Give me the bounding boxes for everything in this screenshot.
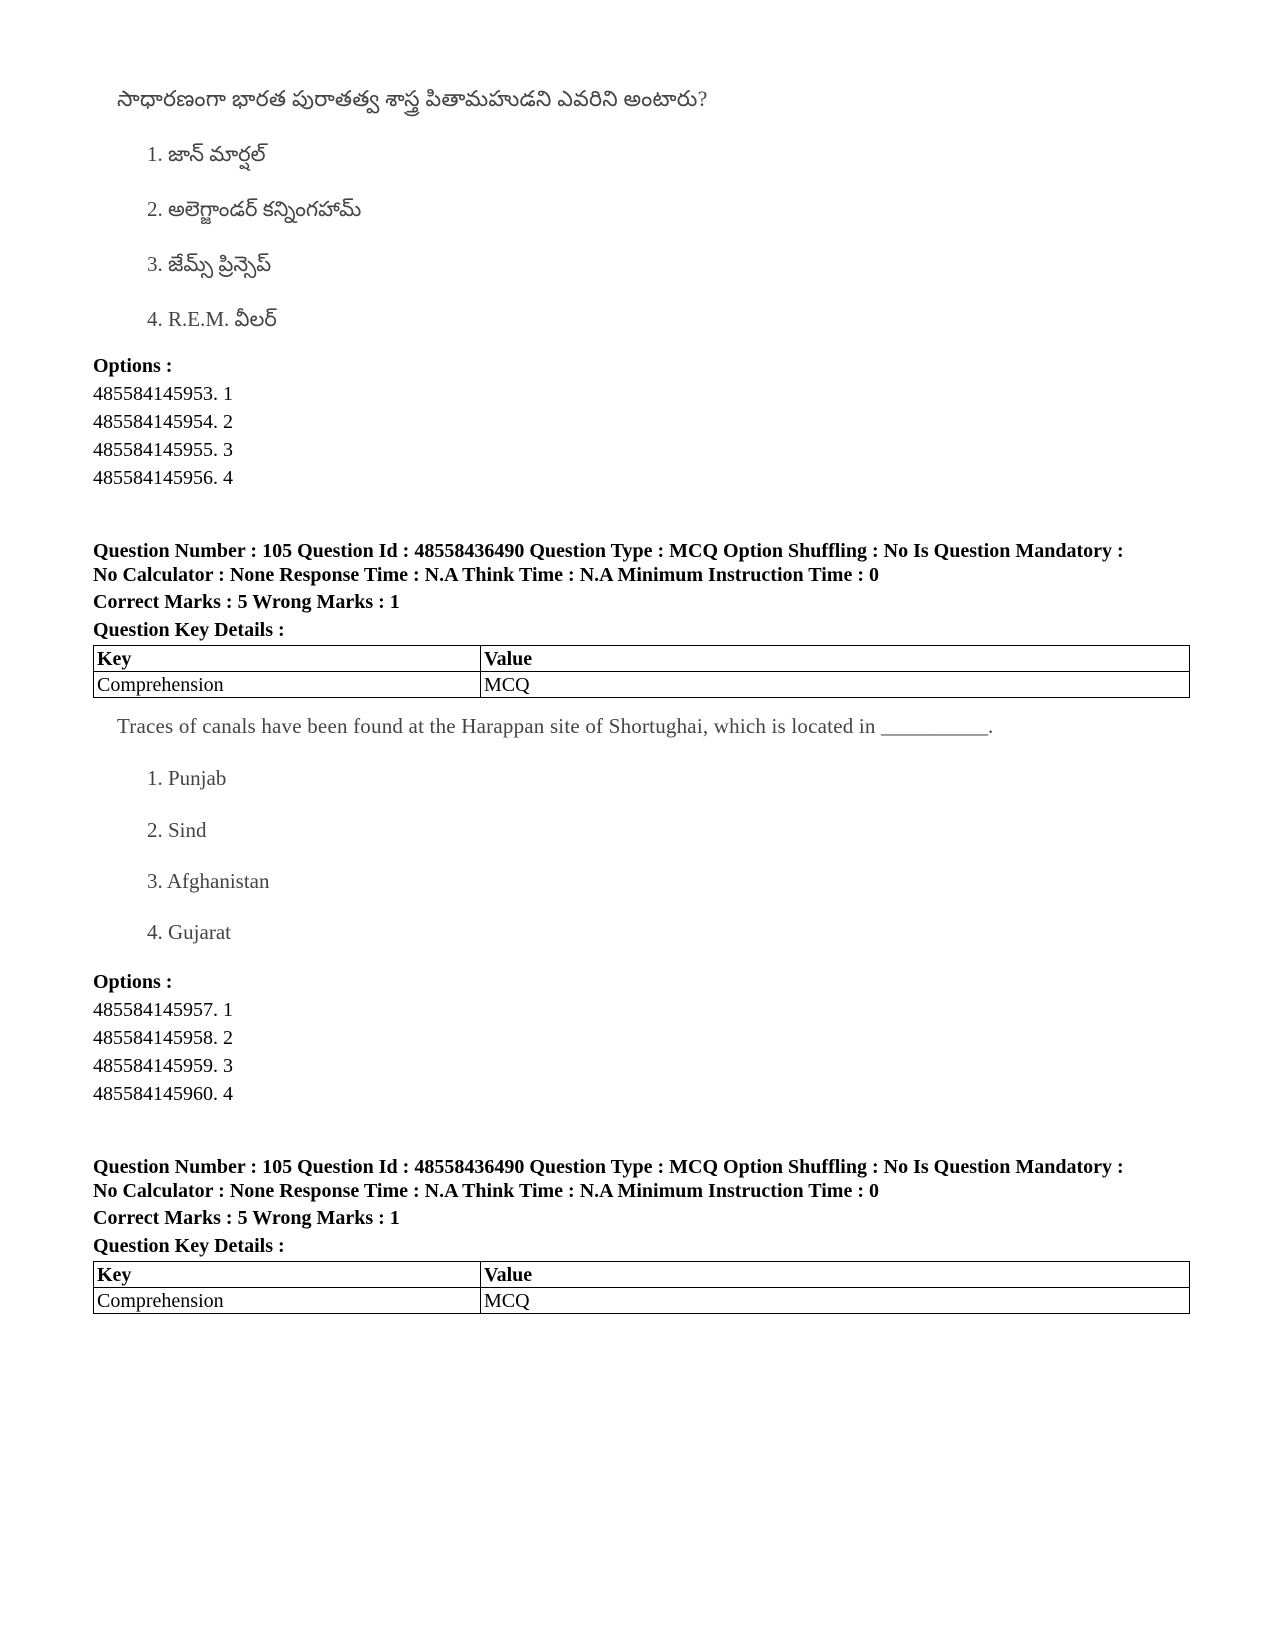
option-id-3: 485584145955. 3 <box>93 439 233 461</box>
table-header-key: Key <box>94 646 481 672</box>
table-row <box>94 1288 1190 1314</box>
question-meta-line-1: Question Number : 105 Question Id : 48558436490 Question Type : MCQ Option Shuffling : No Is Question Mandatory : <box>93 540 1124 562</box>
option-id-4: 485584145956. 4 <box>93 467 233 489</box>
option-id-2: 485584145954. 2 <box>93 411 233 433</box>
table-cell-key: Comprehension <box>94 672 481 698</box>
option-id-1: 485584145957. 1 <box>93 999 233 1021</box>
option-id-1: 485584145953. 1 <box>93 383 233 405</box>
key-value-table <box>93 645 1190 698</box>
option-id-3: 485584145959. 3 <box>93 1055 233 1077</box>
table-header-row <box>94 1262 1190 1288</box>
key-details-label: Question Key Details : <box>93 1235 285 1257</box>
marks-line: Correct Marks : 5 Wrong Marks : 1 <box>93 1207 400 1229</box>
table-header-key: Key <box>94 1262 481 1288</box>
options-section-1 <box>93 352 233 492</box>
question-stem: Traces of canals have been found at the Harappan site of Shortughai, which is located in __________. <box>117 714 994 738</box>
option-id-4: 485584145960. 4 <box>93 1083 233 1105</box>
question-choice-1: 1. Punjab <box>147 766 227 790</box>
table-cell-value: MCQ <box>481 1288 1190 1314</box>
question-choice-3: 3. జేమ్స్ ప్రిన్సెప్ <box>147 252 272 276</box>
question-meta-line-2: No Calculator : None Response Time : N.A Think Time : N.A Minimum Instruction Time : 0 <box>93 564 879 586</box>
options-section-2 <box>93 968 233 1108</box>
question-meta-line-1: Question Number : 105 Question Id : 48558436490 Question Type : MCQ Option Shuffling : No Is Question Mandatory : <box>93 1156 1124 1178</box>
table-cell-key: Comprehension <box>94 1288 481 1314</box>
option-id-2: 485584145958. 2 <box>93 1027 233 1049</box>
question-meta-2 <box>93 539 1190 698</box>
table-header-value: Value <box>481 646 1190 672</box>
table-header-row <box>94 646 1190 672</box>
table-cell-value: MCQ <box>481 672 1190 698</box>
question-choice-1: 1. జాన్ మార్షల్ <box>147 142 266 166</box>
table-header-value: Value <box>481 1262 1190 1288</box>
key-details-label: Question Key Details : <box>93 619 285 641</box>
options-label: Options : <box>93 971 173 993</box>
options-label: Options : <box>93 355 173 377</box>
question-meta-3 <box>93 1155 1190 1314</box>
key-value-table <box>93 1261 1190 1314</box>
question-choice-4: 4. Gujarat <box>147 920 231 944</box>
table-row <box>94 672 1190 698</box>
question-stem: సాధారణంగా భారత పురాతత్వ శాస్త్ర పితామహుడని ఎవరిని అంటారు? <box>117 86 708 111</box>
question-choice-2: 2. అలెగ్జాండర్ కన్నింగహామ్ <box>147 197 362 221</box>
question-meta-line-2: No Calculator : None Response Time : N.A Think Time : N.A Minimum Instruction Time : 0 <box>93 1180 879 1202</box>
question-choice-4: 4. R.E.M. వీలర్ <box>147 307 277 331</box>
question-choice-3: 3. Afghanistan <box>147 869 270 893</box>
marks-line: Correct Marks : 5 Wrong Marks : 1 <box>93 591 400 613</box>
question-choice-2: 2. Sind <box>147 818 207 842</box>
